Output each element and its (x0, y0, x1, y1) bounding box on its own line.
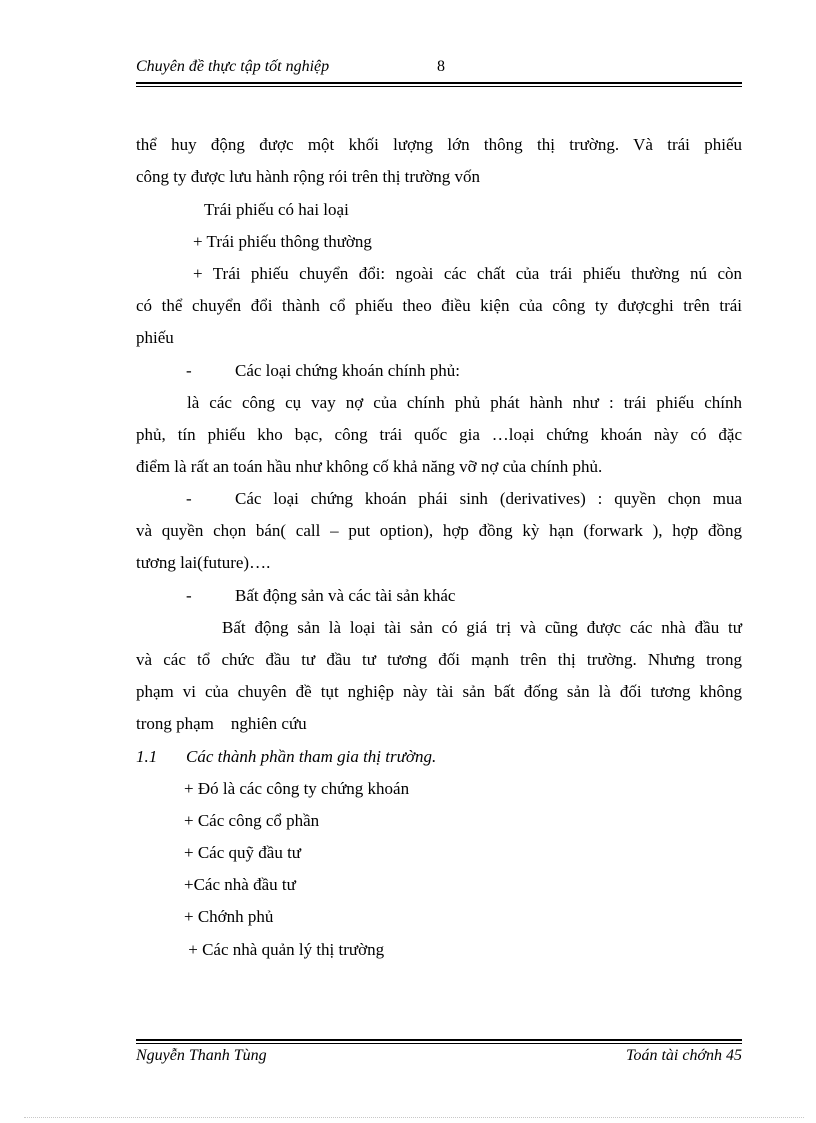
paragraph-5-line-1: là các công cụ vay nợ của chính phủ phát hành như : trái phiếu chính (187, 393, 742, 412)
paragraph-6-line-3: tương lai(future)…. (136, 553, 271, 572)
bullet-dash: - (186, 586, 192, 605)
paragraph-1-line-1: thể huy động được một khối lượng lớn thông thị trường. Và trái phiếu (136, 135, 742, 154)
list-item: +Các nhà đầu tư (184, 875, 296, 894)
footer-class: Toán tài chớnh 45 (626, 1047, 742, 1064)
list-item: + Các nhà quản lý thị trường (184, 940, 385, 959)
header-title: Chuyên đề thực tập tốt nghiệp (136, 58, 330, 75)
section-number: 1.1 (136, 747, 158, 766)
paragraph-7-line-3: phạm vi của chuyên đề tụt nghiệp này tài sản bất đống sản là đối tương không (136, 682, 742, 701)
paragraph-7-line-1: Bất động sản là loại tài sản có giá trị và cũng được các nhà đầu tư (222, 618, 742, 637)
paragraph-4-line-3: phiếu (136, 328, 174, 347)
paragraph-7-line-4: trong phạm nghiên cứu (136, 714, 307, 733)
header-rule (136, 82, 742, 87)
paragraph-6-line-2: và quyền chọn bán( call – put option), hợp đồng kỳ hạn (forwark ), hợp đồng (136, 521, 742, 540)
list-item: + Các công cổ phần (184, 811, 320, 830)
bullet-government-securities: Các loại chứng khoán chính phủ: (235, 361, 460, 380)
page-bottom-border (24, 1117, 804, 1118)
list-item: + Chớnh phủ (184, 907, 274, 926)
bullet-dash: - (186, 361, 192, 380)
page-number: 8 (437, 58, 445, 75)
footer-rule (136, 1039, 742, 1044)
list-item: + Các quỹ đầu tư (184, 843, 301, 862)
paragraph-5-line-3: điểm là rất an toán hầu như không cố khả năng vỡ nợ của chính phủ. (136, 457, 603, 476)
bullet-derivatives: Các loại chứng khoán phái sinh (derivatives) : quyền chọn mua (235, 489, 742, 508)
paragraph-7-line-2: và các tổ chức đầu tư đầu tư tương đối mạnh trên thị trường. Nhưng trong (136, 650, 742, 669)
bullet-real-estate: Bất động sản và các tài sản khác (235, 586, 456, 605)
paragraph-3: + Trái phiếu thông thường (193, 232, 372, 251)
paragraph-4-line-2: có thể chuyển đổi thành cổ phiếu theo điều kiện của công ty đượcghi trên trái (136, 296, 742, 315)
footer-author: Nguyễn Thanh Tùng (136, 1047, 267, 1064)
section-title: Các thành phần tham gia thị trường. (186, 747, 437, 766)
list-item: + Đó là các công ty chứng khoán (184, 779, 410, 798)
paragraph-4-line-1: + Trái phiếu chuyển đổi: ngoài các chất của trái phiếu thường nú còn (193, 264, 742, 283)
paragraph-1-line-2: công ty được lưu hành rộng rói trên thị trường vốn (136, 167, 481, 186)
paragraph-2: Trái phiếu có hai loại (204, 200, 349, 219)
bullet-dash: - (186, 489, 192, 508)
paragraph-5-line-2: phủ, tín phiếu kho bạc, công trái quốc gia …loại chứng khoán này có đặc (136, 425, 742, 444)
